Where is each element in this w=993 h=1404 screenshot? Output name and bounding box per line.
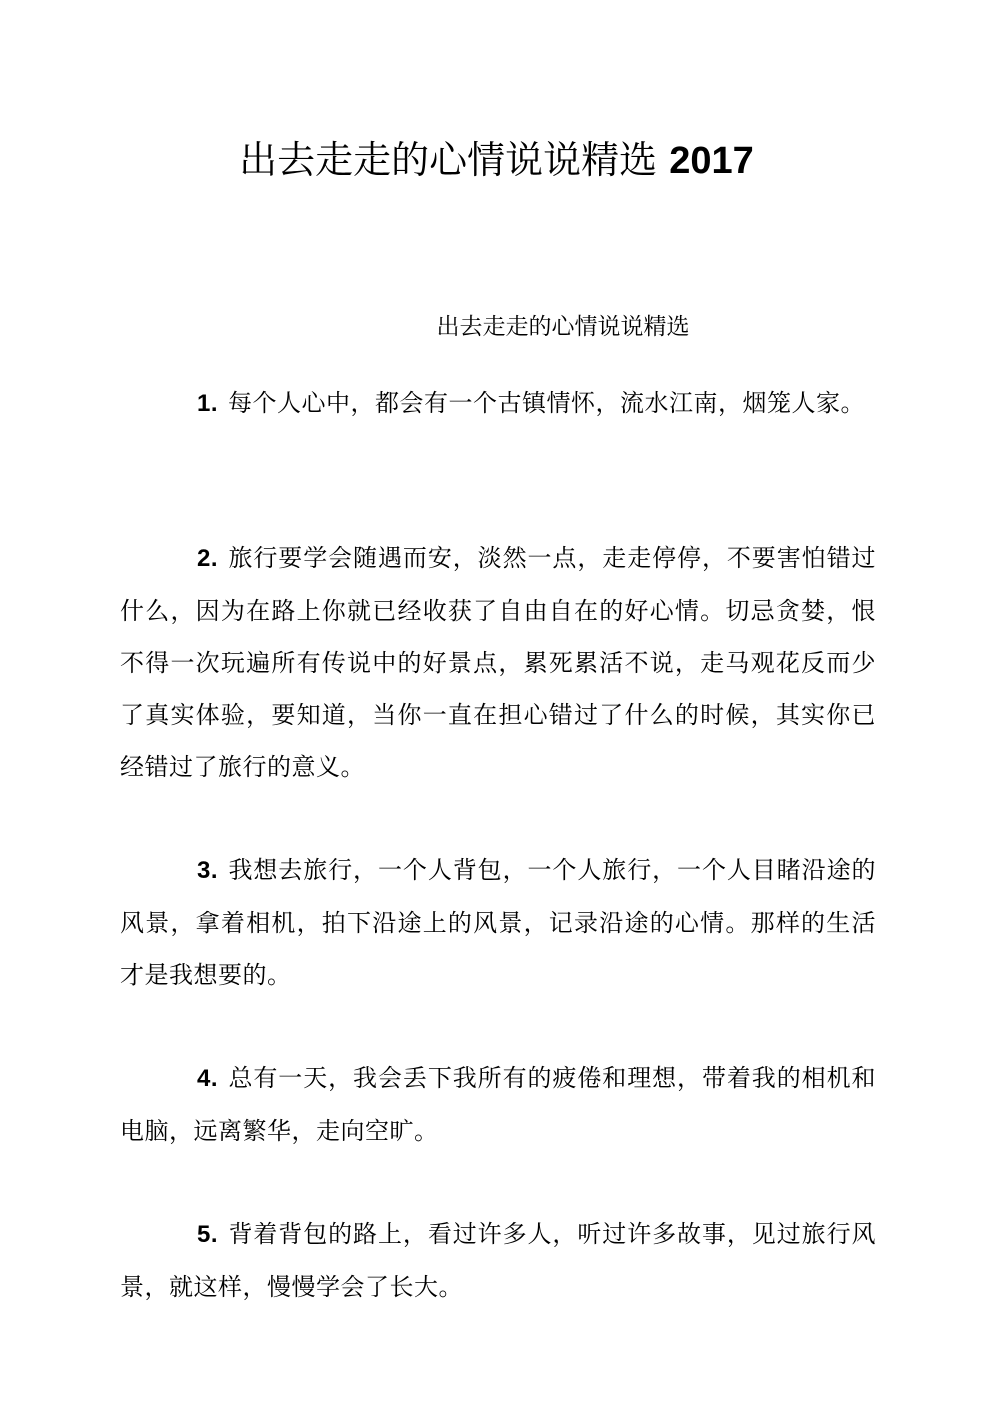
item-number: 2.	[197, 545, 219, 572]
list-item	[120, 1052, 876, 1157]
page-title	[0, 134, 993, 187]
item-text: 每个人心中，都会有一个古镇情怀，流水江南，烟笼人家。	[228, 389, 866, 417]
page-title-text: 出去走走的心情说说精选	[239, 138, 658, 182]
item-number: 4.	[197, 1065, 219, 1092]
item-number: 1.	[197, 390, 219, 417]
page-title-year: 2017	[669, 140, 754, 182]
item-text: 我想去旅行，一个人背包，一个人旅行，一个人目睹沿途的风景，拿着相机，拍下沿途上的风景，记录沿途的心情。那样的生活才是我想要的。	[120, 856, 876, 989]
list-item	[120, 532, 876, 793]
item-text: 背着背包的路上，看过许多人，听过许多故事，见过旅行风景，就这样，慢慢学会了长大。	[120, 1220, 876, 1301]
item-number: 5.	[197, 1221, 219, 1248]
list-item	[120, 1208, 876, 1313]
item-text: 总有一天，我会丢下我所有的疲倦和理想，带着我的相机和电脑，远离繁华，走向空旷。	[120, 1064, 876, 1145]
section-subtitle: 出去走走的心情说说精选	[436, 314, 690, 340]
list-item	[120, 844, 876, 1001]
item-text: 旅行要学会随遇而安，淡然一点，走走停停，不要害怕错过什么，因为在路上你就已经收获了自由自在的好心情。切忌贪婪，恨不得一次玩遍所有传说中的好景点，累死累活不说，走马观花反而少了真实体验，要知道，当你一直在担心错过了什么的时候，其实你已经错过了旅行的意义。	[120, 544, 876, 781]
list-item	[120, 377, 876, 430]
item-number: 3.	[197, 857, 219, 884]
